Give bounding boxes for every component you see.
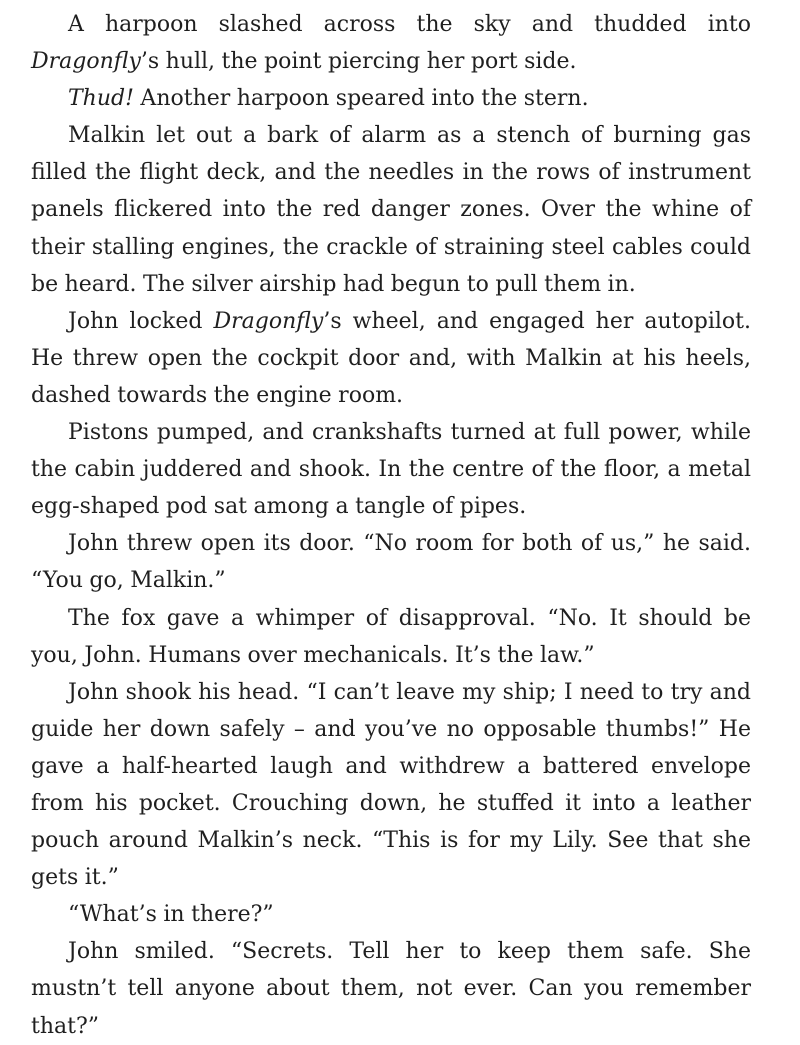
paragraph xyxy=(31,117,751,302)
text-run: ’s wheel, and engaged her autopilot. He threw open the cockpit door and, with Malkin at his heels, dashed towards the engine room. xyxy=(31,308,751,408)
text-run: John threw open its door. “No room for both of us,” he said. “You go, Malkin.” xyxy=(31,531,751,594)
paragraph xyxy=(31,933,751,1044)
text-run: Malkin let out a bark of alarm as a stench of burning gas filled the flight deck, and the needles in the rows of instrument panels flickered into the red danger zones. Over the whine of their stalling engines, the crackle of straining steel cables could be heard. The silver airship had begun to pull them in. xyxy=(31,123,751,297)
paragraph xyxy=(31,80,751,117)
paragraph xyxy=(31,525,751,599)
paragraph xyxy=(31,600,751,674)
text-run: A harpoon slashed across the sky and thudded into xyxy=(68,12,751,37)
text-run: ’s hull, the point piercing her port side. xyxy=(140,49,577,75)
paragraph xyxy=(31,896,751,933)
text-run: Pistons pumped, and crankshafts turned at full power, while the cabin juddered and shook. In the centre of the floor, a metal egg-shaped pod sat among a tangle of pipes. xyxy=(31,420,751,520)
paragraph xyxy=(31,6,751,80)
paragraph xyxy=(31,674,751,897)
emphasis-text: Thud! xyxy=(68,86,134,112)
text-run: John smiled. “Secrets. Tell her to keep them safe. She mustn’t tell anyone about them, not ever. Can you remember that?” xyxy=(31,939,751,1039)
text-run: The fox gave a whimper of disapproval. “No. It should be you, John. Humans over mechanicals. It’s the law.” xyxy=(31,605,751,668)
story-text xyxy=(31,6,751,1045)
text-run: John locked xyxy=(68,308,214,334)
text-run: John shook his head. “I can’t leave my ship; I need to try and guide her down safely – and you’ve no opposable thumbs!” He gave a half-hearted laugh and withdrew a battered envelope from his pocket. Crouching down, he stuffed it into a leather pouch around Malkin’s neck. “This is for my Lily. See that she gets it.” xyxy=(31,679,751,891)
text-run: “What’s in there?” xyxy=(68,902,274,928)
ship-name: Dragonfly xyxy=(31,49,141,75)
paragraph xyxy=(31,414,751,525)
ship-name: Dragonfly xyxy=(213,308,324,334)
text-run: Another harpoon speared into the stern. xyxy=(133,86,589,112)
paragraph xyxy=(31,303,751,414)
